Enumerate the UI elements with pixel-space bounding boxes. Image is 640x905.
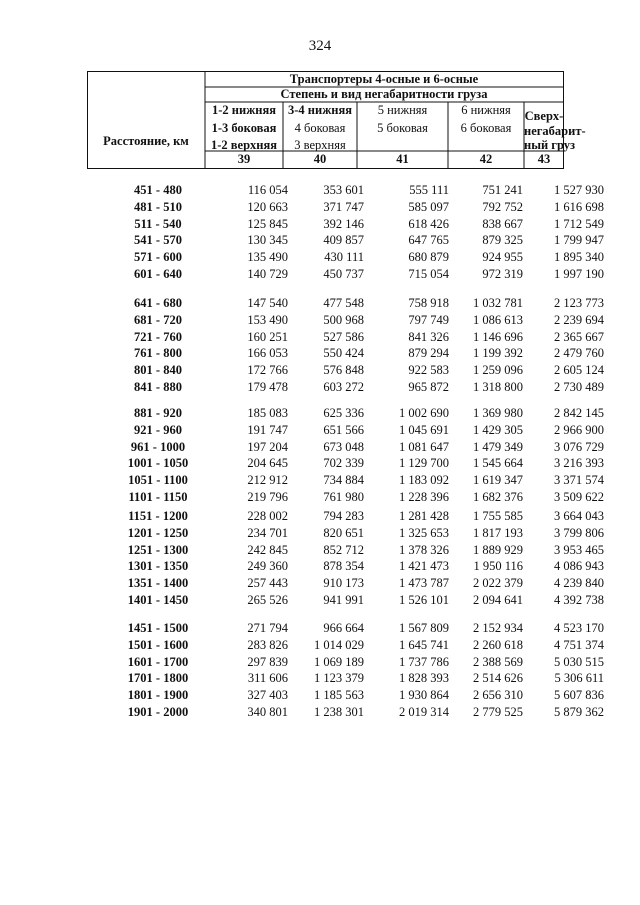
value-col43: 4 392 738: [554, 592, 604, 607]
table-row: [0, 489, 640, 505]
value-col40: 430 111: [324, 250, 364, 264]
table-row: [0, 620, 640, 636]
value-col40: 603 272: [323, 379, 364, 394]
value-col39: 257 443: [247, 576, 288, 590]
col-number-40: 40: [313, 152, 327, 166]
value-col39: 160 251: [247, 329, 288, 344]
distance-cell: 1501 - 1600: [127, 637, 189, 652]
value-col39: 140 729: [247, 266, 288, 281]
value-col41: 1 645 741: [399, 637, 449, 652]
table-row: [0, 687, 640, 703]
value-col41: 1 421 473: [399, 559, 449, 574]
table-row: [0, 345, 640, 361]
value-col42: 2 514 626: [473, 671, 523, 686]
value-col42: 972 319: [482, 266, 523, 281]
table-row: [0, 266, 640, 282]
col42-line2: 6 боковая: [460, 121, 512, 135]
value-col40: 966 664: [323, 621, 364, 635]
table-row: [0, 542, 640, 558]
value-col43: 5 607 836: [554, 688, 604, 702]
value-col41: 680 879: [408, 250, 449, 264]
value-col43: 1 799 947: [554, 233, 604, 248]
value-col40: 409 857: [323, 233, 364, 248]
value-col42: 2 094 641: [473, 592, 523, 607]
value-col39: 212 912: [247, 473, 288, 487]
value-col39: 135 490: [247, 250, 288, 264]
value-col42: 2 022 379: [473, 576, 523, 590]
value-col41: 1 183 092: [399, 473, 449, 487]
value-col43: 3 953 465: [554, 542, 604, 557]
value-col42: 1 032 781: [473, 296, 523, 310]
distance-cell: 641 - 680: [134, 296, 182, 310]
value-col42: 2 388 569: [473, 654, 523, 669]
table-row: [0, 637, 640, 653]
value-col40: 651 566: [323, 422, 364, 437]
value-col43: 2 239 694: [554, 312, 604, 327]
value-col41: 1 281 428: [399, 509, 449, 523]
distance-cell: 1301 - 1350: [127, 559, 189, 574]
value-col42: 1 146 696: [473, 329, 523, 344]
distance-cell: 801 - 840: [134, 363, 182, 377]
table-row: [0, 295, 640, 311]
value-col41: 1 567 809: [399, 621, 449, 635]
value-col40: 878 354: [323, 559, 364, 574]
table-row: [0, 312, 640, 328]
value-col41: 1 081 647: [399, 439, 449, 454]
value-col43: 3 509 622: [554, 489, 604, 504]
value-col43: 2 842 145: [554, 406, 604, 420]
distance-cell: 1251 - 1300: [127, 542, 189, 557]
value-col42: 1 619 347: [473, 473, 523, 487]
value-col39: 125 845: [247, 216, 288, 231]
value-col39: 340 801: [247, 704, 288, 719]
value-col40: 392 146: [323, 216, 364, 231]
table-row: [0, 558, 640, 574]
distance-cell: 1101 - 1150: [128, 489, 188, 504]
col-number-39: 39: [237, 152, 251, 166]
value-col39: 166 053: [247, 346, 288, 361]
value-col42: 838 667: [482, 216, 523, 231]
value-col40: 477 548: [323, 296, 364, 310]
value-col43: 3 076 729: [554, 439, 604, 454]
value-col43: 2 365 667: [554, 329, 604, 344]
distance-cell: 1601 - 1700: [127, 654, 189, 669]
col43-line2: негабарит-: [524, 124, 586, 138]
col39-line3: 1-2 верхняя: [210, 138, 277, 152]
value-col39: 130 345: [247, 233, 288, 248]
value-col42: 2 779 525: [473, 704, 523, 719]
value-col42: 792 752: [482, 199, 523, 214]
value-col43: 2 730 489: [554, 379, 604, 394]
value-col42: 1 817 193: [473, 525, 523, 540]
col43-line1: Сверх-: [524, 109, 564, 123]
value-col41: 922 583: [408, 363, 449, 377]
value-col43: 1 527 930: [554, 183, 604, 197]
table-row: [0, 329, 640, 345]
distance-cell: 721 - 760: [134, 329, 182, 344]
distance-cell: 511 - 540: [134, 216, 182, 231]
value-col42: 1 682 376: [473, 489, 523, 504]
value-col42: 2 260 618: [473, 637, 523, 652]
table-row: [0, 182, 640, 198]
value-col42: 1 545 664: [473, 456, 523, 471]
value-col39: 228 002: [247, 509, 288, 523]
value-col41: 1 828 393: [399, 671, 449, 686]
value-col40: 353 601: [323, 183, 364, 197]
value-col41: 1 930 864: [399, 688, 449, 702]
col39-line2: 1-3 боковая: [211, 121, 277, 135]
value-col39: 311 606: [247, 671, 288, 686]
value-col42: 1 318 800: [473, 379, 523, 394]
value-col42: 1 429 305: [473, 422, 523, 437]
value-col42: 1 199 392: [473, 346, 523, 361]
value-col41: 1 228 396: [399, 489, 449, 504]
distance-cell: 1901 - 2000: [127, 704, 189, 719]
value-col40: 1 185 563: [314, 688, 364, 702]
header-subtitle: Степень и вид негабаритности груза: [280, 87, 488, 101]
col41-line1: 5 нижняя: [377, 103, 428, 117]
value-col39: 327 403: [247, 688, 288, 702]
value-col40: 794 283: [323, 509, 364, 523]
value-col39: 120 663: [247, 199, 288, 214]
value-col39: 297 839: [247, 654, 288, 669]
value-col43: 2 966 900: [554, 422, 604, 437]
header-title: Транспортеры 4-осные и 6-осные: [289, 72, 479, 86]
value-col43: 2 605 124: [554, 363, 604, 377]
distance-cell: 1051 - 1100: [128, 473, 188, 487]
distance-cell: 1801 - 1900: [127, 688, 189, 702]
value-col39: 179 478: [247, 379, 288, 394]
distance-cell: 541 - 570: [134, 233, 182, 248]
value-col42: 1 889 929: [473, 542, 523, 557]
col-number-42: 42: [479, 152, 493, 166]
value-col39: 197 204: [247, 439, 288, 454]
col43-line3: ный груз: [524, 138, 576, 152]
value-col40: 371 747: [323, 199, 364, 214]
distance-cell: 761 - 800: [134, 346, 182, 361]
value-col40: 673 048: [323, 439, 364, 454]
value-col40: 500 968: [323, 312, 364, 327]
value-col41: 618 426: [408, 216, 449, 231]
value-col41: 1 045 691: [399, 422, 449, 437]
table-row: [0, 472, 640, 488]
value-col41: 1 737 786: [399, 654, 449, 669]
distance-cell: 841 - 880: [134, 379, 182, 394]
page-number: 324: [308, 38, 332, 54]
value-col40: 910 173: [323, 576, 364, 590]
value-col41: 841 326: [408, 329, 449, 344]
value-col40: 1 014 029: [314, 637, 364, 652]
table-row: [0, 232, 640, 248]
value-col43: 4 523 170: [554, 621, 604, 635]
value-col39: 153 490: [247, 312, 288, 327]
value-col40: 1 238 301: [314, 704, 364, 719]
distance-cell: 1701 - 1800: [127, 671, 189, 686]
value-col41: 1 002 690: [399, 406, 449, 420]
value-col40: 450 737: [323, 266, 364, 281]
col-number-41: 41: [396, 152, 409, 166]
value-col40: 1 123 379: [314, 671, 364, 686]
value-col42: 924 955: [482, 250, 523, 264]
table-row: [0, 439, 640, 455]
value-col39: 172 766: [247, 363, 288, 377]
value-col39: 204 645: [247, 456, 288, 471]
value-col39: 116 054: [247, 183, 288, 197]
value-col39: 283 826: [247, 637, 288, 652]
table-row: [0, 525, 640, 541]
value-col41: 647 765: [408, 233, 449, 248]
value-col41: 1 526 101: [399, 592, 449, 607]
col39-line1: 1-2 нижняя: [212, 103, 276, 117]
value-col40: 702 339: [323, 456, 364, 471]
table-row: [0, 455, 640, 471]
value-col42: 1 755 585: [473, 509, 523, 523]
value-col42: 879 325: [482, 233, 523, 248]
table-row: [0, 704, 640, 720]
table-row: [0, 670, 640, 686]
table-row: [0, 654, 640, 670]
table-row: [0, 379, 640, 395]
distance-cell: 571 - 600: [134, 250, 182, 264]
value-col39: 234 701: [247, 525, 288, 540]
table-row: [0, 249, 640, 265]
value-col42: 1 479 349: [473, 439, 523, 454]
col42-line1: 6 нижняя: [461, 103, 511, 117]
distance-cell: 881 - 920: [134, 406, 182, 420]
distance-cell: 451 - 480: [134, 183, 182, 197]
value-col39: 242 845: [247, 542, 288, 557]
value-col42: 1 369 980: [473, 406, 523, 420]
col-number-43: 43: [537, 152, 551, 166]
value-col41: 797 749: [408, 312, 449, 327]
distance-cell: 921 - 960: [134, 422, 182, 437]
value-col39: 271 794: [247, 621, 288, 635]
col41-line2: 5 боковая: [377, 121, 428, 135]
value-col42: 1 086 613: [473, 312, 523, 327]
value-col40: 734 884: [323, 473, 364, 487]
value-col42: 2 152 934: [473, 621, 523, 635]
value-col43: 4 751 374: [554, 637, 604, 652]
value-col41: 758 918: [408, 296, 449, 310]
table-row: [0, 508, 640, 524]
value-col41: 879 294: [408, 346, 449, 361]
value-col41: 715 054: [408, 266, 449, 281]
value-col39: 185 083: [247, 406, 288, 420]
value-col43: 4 086 943: [554, 559, 604, 574]
value-col42: 2 656 310: [473, 688, 523, 702]
value-col41: 965 872: [408, 379, 449, 394]
value-col42: 751 241: [482, 183, 523, 197]
value-col40: 527 586: [323, 329, 364, 344]
value-col43: 2 123 773: [554, 296, 604, 310]
value-col43: 2 479 760: [554, 346, 604, 361]
value-col40: 761 980: [323, 489, 364, 504]
value-col40: 852 712: [323, 542, 364, 557]
table-row: [0, 592, 640, 608]
value-col39: 249 360: [247, 559, 288, 574]
distance-cell: 1151 - 1200: [128, 509, 188, 523]
value-col43: 3 371 574: [554, 473, 604, 487]
distance-cell: 1351 - 1400: [127, 576, 189, 590]
distance-label: Расстояние, км: [103, 134, 189, 148]
distance-cell: 681 - 720: [134, 312, 182, 327]
value-col43: 5 879 362: [554, 704, 604, 719]
value-col40: 625 336: [323, 406, 364, 420]
table-row: [0, 575, 640, 591]
value-col39: 191 747: [247, 422, 288, 437]
value-col42: 1 950 116: [473, 559, 523, 574]
value-col40: 1 069 189: [314, 654, 364, 669]
value-col43: 1 895 340: [554, 250, 604, 264]
value-col43: 1 616 698: [554, 199, 604, 214]
value-col41: 2 019 314: [399, 704, 449, 719]
value-col43: 5 030 515: [554, 654, 604, 669]
table-row: [0, 405, 640, 421]
distance-cell: 1201 - 1250: [127, 525, 189, 540]
value-col41: 1 378 326: [399, 542, 449, 557]
value-col41: 1 473 787: [399, 576, 449, 590]
value-col43: 3 216 393: [554, 456, 604, 471]
distance-cell: 481 - 510: [134, 199, 182, 214]
value-col41: 555 111: [409, 183, 449, 197]
col40-line1: 3-4 нижняя: [288, 103, 352, 117]
value-col39: 147 540: [247, 296, 288, 310]
col40-line2: 4 боковая: [294, 121, 346, 135]
value-col43: 3 799 806: [554, 525, 604, 540]
value-col43: 1 997 190: [554, 266, 604, 281]
table-row: [0, 422, 640, 438]
value-col40: 576 848: [323, 363, 364, 377]
distance-cell: 1401 - 1450: [127, 592, 189, 607]
col40-line3: 3 верхняя: [294, 138, 346, 152]
value-col39: 219 796: [247, 489, 288, 504]
value-col40: 550 424: [323, 346, 364, 361]
value-col39: 265 526: [247, 592, 288, 607]
distance-cell: 601 - 640: [134, 266, 182, 281]
distance-cell: 961 - 1000: [130, 439, 186, 454]
value-col41: 1 325 653: [399, 525, 449, 540]
distance-cell: 1001 - 1050: [127, 456, 189, 471]
table-header: [87, 71, 586, 169]
table-row: [0, 216, 640, 232]
value-col41: 585 097: [408, 199, 449, 214]
value-col43: 3 664 043: [554, 509, 604, 523]
value-col40: 941 991: [323, 592, 364, 607]
value-col41: 1 129 700: [399, 456, 449, 471]
value-col40: 820 651: [323, 525, 364, 540]
table-row: [0, 199, 640, 215]
value-col43: 5 306 611: [554, 671, 604, 686]
value-col42: 1 259 096: [473, 363, 523, 377]
table-row: [0, 362, 640, 378]
value-col43: 4 239 840: [554, 576, 604, 590]
distance-cell: 1451 - 1500: [127, 621, 189, 635]
value-col43: 1 712 549: [554, 216, 604, 231]
